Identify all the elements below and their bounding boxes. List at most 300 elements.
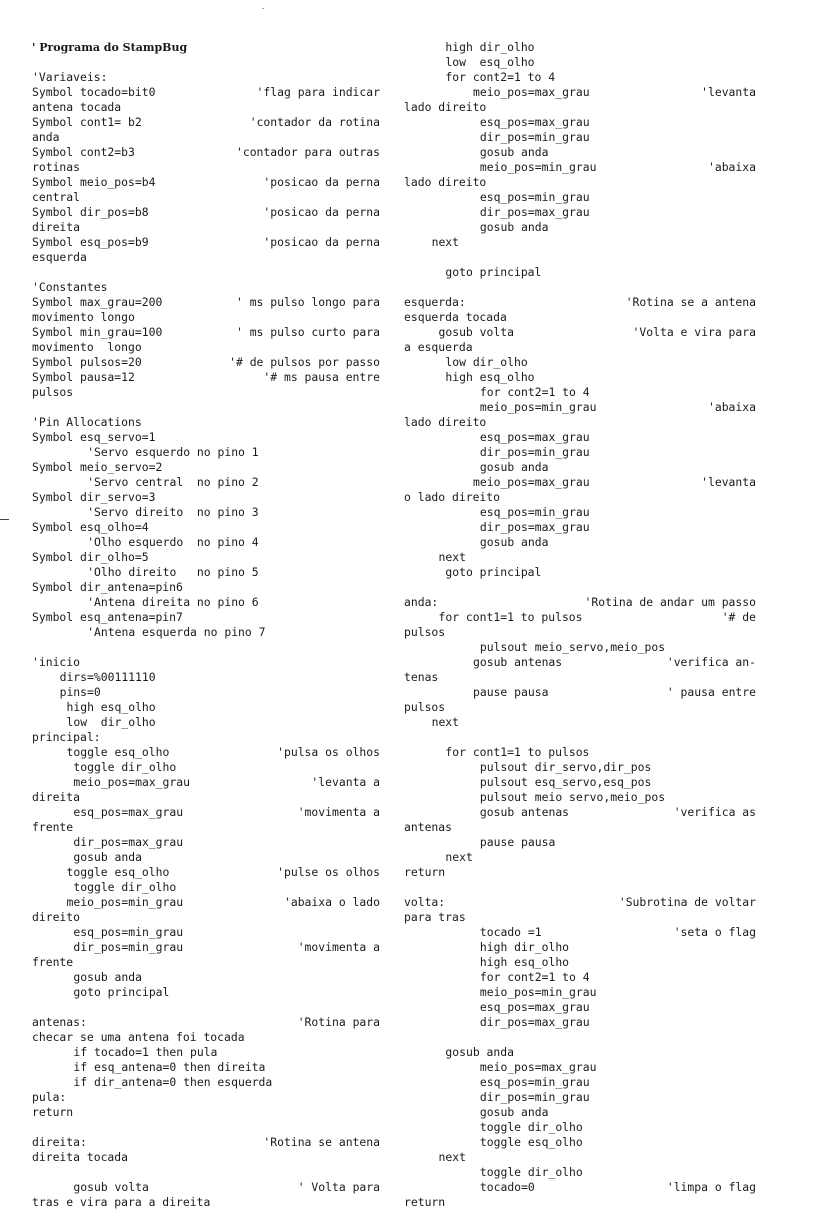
code-text: meio_pos=min_grau <box>479 985 597 999</box>
code-text: gosub antenas <box>479 805 570 819</box>
code-text: dir_pos=max_grau <box>73 835 184 849</box>
code-line <box>404 400 756 415</box>
code-text: anda <box>32 130 60 144</box>
code-text: gosub anda <box>445 1045 514 1059</box>
code-text: next <box>438 550 466 564</box>
code-line <box>32 910 380 925</box>
code-text: tras e vira para a direita <box>32 1195 211 1209</box>
code-comment: 'abaixa <box>707 400 756 414</box>
code-text: low dir_olho <box>66 715 156 729</box>
code-text: 'Pin Allocations <box>32 415 142 429</box>
code-text: tenas <box>404 670 439 684</box>
code-line <box>404 685 756 700</box>
code-comment: 'contador da rotina <box>249 115 380 129</box>
code-line <box>404 460 756 475</box>
code-text: Symbol max_grau=200 <box>32 295 163 309</box>
code-line <box>404 175 756 190</box>
code-line <box>404 370 756 385</box>
code-text: gosub anda <box>479 1105 549 1119</box>
code-text: pulsout dir_servo,dir_pos <box>479 760 652 774</box>
code-text: pause pausa <box>473 685 549 699</box>
code-line <box>32 880 380 895</box>
code-line <box>404 100 756 115</box>
code-line <box>32 985 380 1000</box>
code-line <box>32 835 380 850</box>
code-text: toggle esq_olho <box>66 745 170 759</box>
code-line <box>404 265 756 280</box>
code-line <box>404 1120 756 1135</box>
code-line <box>404 820 756 835</box>
code-text: gosub antenas <box>473 655 563 669</box>
code-text: dir_pos=min_grau <box>479 1090 590 1104</box>
code-text: dir_pos=max_grau <box>479 1015 590 1029</box>
code-text: lado direito <box>404 415 487 429</box>
code-line <box>32 940 380 955</box>
code-text: esq_pos=min_grau <box>479 190 590 204</box>
code-line <box>32 505 380 520</box>
code-line <box>32 895 380 910</box>
code-comment: 'Rotina para <box>297 1015 380 1029</box>
code-line <box>404 85 756 100</box>
code-line <box>404 1030 756 1045</box>
code-line <box>32 40 380 55</box>
code-text: 'Constantes <box>32 280 108 294</box>
code-line <box>404 985 756 1000</box>
code-line <box>404 925 756 940</box>
code-line <box>404 505 756 520</box>
code-line <box>404 1075 756 1090</box>
code-line <box>32 115 380 130</box>
code-comment: 'movimenta a <box>297 805 380 819</box>
code-line <box>32 1195 380 1210</box>
code-text: 'Olho esquerdo no pino 4 <box>87 535 259 549</box>
code-text: 'inicio <box>32 655 81 669</box>
code-line <box>404 850 756 865</box>
code-text: Symbol esq_pos=b9 <box>32 235 149 249</box>
code-text: pulsout esq_servo,esq_pos <box>479 775 652 789</box>
code-text: toggle dir_olho <box>73 880 177 894</box>
code-line <box>404 670 756 685</box>
code-text: tocado=0 <box>479 1180 535 1194</box>
code-comment: 'levanta a <box>311 775 380 789</box>
code-text: pulsos <box>404 625 446 639</box>
code-line <box>32 640 380 655</box>
code-text: central <box>32 190 81 204</box>
code-text: dir_pos=max_grau <box>479 520 590 534</box>
code-text: meio_pos=max_grau <box>473 475 590 489</box>
code-line <box>404 160 756 175</box>
code-line <box>404 205 756 220</box>
code-line <box>32 1045 380 1060</box>
code-line <box>32 760 380 775</box>
code-line <box>404 1090 756 1105</box>
code-line <box>404 520 756 535</box>
code-text: 'Olho direito no pino 5 <box>87 565 259 579</box>
code-text: pulsos <box>32 385 74 399</box>
code-text: frente <box>32 955 74 969</box>
code-text: esq_pos=max_grau <box>73 805 184 819</box>
code-text: for cont2=1 to 4 <box>479 970 590 984</box>
code-line <box>404 1060 756 1075</box>
code-text: lado direito <box>404 100 487 114</box>
code-text: toggle dir_olho <box>479 1165 583 1179</box>
code-line <box>32 355 380 370</box>
code-text: meio_pos=max_grau <box>473 85 590 99</box>
code-text: gosub anda <box>479 220 549 234</box>
code-text: return <box>404 1195 446 1209</box>
code-line <box>32 85 380 100</box>
code-text: pulsos <box>404 700 446 714</box>
code-text: next <box>445 850 473 864</box>
code-line <box>32 1000 380 1015</box>
code-comment: 'verifica an- <box>666 655 756 669</box>
code-line <box>32 250 380 265</box>
code-line <box>404 1180 756 1195</box>
code-text: a esquerda <box>404 340 473 354</box>
code-line <box>404 640 756 655</box>
code-line <box>32 790 380 805</box>
code-line <box>404 235 756 250</box>
code-text: lado direito <box>404 175 487 189</box>
code-line <box>404 730 756 745</box>
code-comment: 'posicao da perna <box>263 205 380 219</box>
code-text: gosub anda <box>73 850 142 864</box>
code-text: Symbol pausa=12 <box>32 370 135 384</box>
code-comment: 'abaixa o lado <box>283 895 380 909</box>
code-line <box>32 145 380 160</box>
code-text: dir_pos=min_grau <box>479 130 590 144</box>
code-line <box>32 1135 380 1150</box>
code-text: tocado =1 <box>479 925 542 939</box>
code-text: toggle dir_olho <box>479 1120 583 1134</box>
code-line <box>32 580 380 595</box>
code-line <box>404 760 756 775</box>
code-line <box>32 625 380 640</box>
code-line <box>404 355 756 370</box>
code-text: next <box>431 235 460 249</box>
code-text: Symbol dir_pos=b8 <box>32 205 149 219</box>
code-text: checar se uma antena foi tocada <box>32 1030 245 1044</box>
code-comment: 'Rotina se antena <box>263 1135 380 1149</box>
code-line <box>32 1030 380 1045</box>
code-text: 'Antena esquerda no pino 7 <box>87 625 266 639</box>
code-line <box>32 1165 380 1180</box>
code-text: goto principal <box>445 265 542 279</box>
code-line <box>32 160 380 175</box>
code-text: esq_pos=max_grau <box>479 430 590 444</box>
code-comment: ' ms pulso longo para <box>235 295 380 309</box>
code-text: pulsout meio_servo,meio_pos <box>479 640 666 654</box>
code-text: high dir_olho <box>445 40 535 54</box>
code-line <box>32 685 380 700</box>
code-line <box>32 520 380 535</box>
left-column <box>32 40 380 1210</box>
code-line <box>32 445 380 460</box>
code-text: if dir_antena=0 then esquerda <box>73 1075 273 1089</box>
code-comment: 'Rotina de andar um passo <box>584 595 756 609</box>
code-line <box>404 835 756 850</box>
code-line <box>32 550 380 565</box>
code-line <box>404 790 756 805</box>
code-text: direita: <box>32 1135 87 1149</box>
code-line <box>404 310 756 325</box>
code-text: o lado direito <box>404 490 501 504</box>
code-line <box>32 340 380 355</box>
code-text: volta: <box>404 895 446 909</box>
code-line <box>404 280 756 295</box>
code-comment: 'Volta e vira para <box>632 325 756 339</box>
code-line <box>404 325 756 340</box>
code-line <box>404 190 756 205</box>
code-line <box>404 340 756 355</box>
code-comment: ' ms pulso curto para <box>235 325 380 339</box>
code-line <box>32 430 380 445</box>
code-text: direita <box>32 790 81 804</box>
code-line <box>32 805 380 820</box>
code-line <box>32 100 380 115</box>
code-line <box>32 175 380 190</box>
code-line <box>32 730 380 745</box>
code-comment: 'posicao da perna <box>263 175 380 189</box>
code-text: high esq_olho <box>66 700 156 714</box>
code-text: pause pausa <box>479 835 556 849</box>
code-comment: 'Rotina se a antena <box>625 295 756 309</box>
code-text: pins=0 <box>59 685 101 699</box>
code-text: gosub anda <box>73 970 142 984</box>
code-text: gosub volta <box>438 325 514 339</box>
code-text: Symbol dir_servo=3 <box>32 490 156 504</box>
code-comment: '# de pulsos por passo <box>229 355 380 369</box>
code-line <box>32 850 380 865</box>
code-line <box>32 820 380 835</box>
code-comment: 'verifica as <box>673 805 756 819</box>
code-line <box>32 265 380 280</box>
code-text: meio_pos=min_grau <box>479 160 597 174</box>
code-text: Symbol cont2=b3 <box>32 145 135 159</box>
code-line <box>404 1015 756 1030</box>
code-line <box>32 130 380 145</box>
code-line <box>404 490 756 505</box>
code-line <box>404 1105 756 1120</box>
code-text: frente <box>32 820 74 834</box>
code-line <box>32 190 380 205</box>
code-line <box>404 385 756 400</box>
code-comment: 'abaixa <box>707 160 756 174</box>
code-line <box>32 865 380 880</box>
code-line <box>32 400 380 415</box>
code-text: return <box>404 865 446 879</box>
code-line <box>404 550 756 565</box>
code-line <box>32 55 380 70</box>
code-line <box>404 595 756 610</box>
code-text: dir_pos=max_grau <box>479 205 590 219</box>
code-line <box>32 565 380 580</box>
code-line <box>404 565 756 580</box>
code-text: low esq_olho <box>445 55 535 69</box>
code-line <box>404 250 756 265</box>
code-line <box>32 325 380 340</box>
code-text: Symbol min_grau=100 <box>32 325 163 339</box>
code-text: anda: <box>404 595 439 609</box>
code-line <box>404 55 756 70</box>
code-text: dir_pos=min_grau <box>479 445 590 459</box>
code-line <box>32 235 380 250</box>
code-text: movimento longo <box>32 340 142 354</box>
code-line <box>404 130 756 145</box>
code-text: meio_pos=max_grau <box>479 1060 597 1074</box>
code-line <box>32 595 380 610</box>
code-text: principal: <box>32 730 101 744</box>
code-text: gosub anda <box>479 535 549 549</box>
code-line <box>404 610 756 625</box>
code-line <box>404 445 756 460</box>
code-comment: 'levanta <box>701 475 756 489</box>
code-line <box>32 490 380 505</box>
code-text: pulsout meio servo,meio_pos <box>479 790 666 804</box>
code-text: gosub anda <box>479 145 549 159</box>
code-line <box>404 655 756 670</box>
code-line <box>404 220 756 235</box>
code-line <box>404 970 756 985</box>
code-comment: 'posicao da perna <box>263 235 380 249</box>
code-line <box>404 115 756 130</box>
code-text: high esq_olho <box>479 955 570 969</box>
code-text: 'Antena direita no pino 6 <box>87 595 259 609</box>
code-line <box>404 415 756 430</box>
code-line <box>404 1135 756 1150</box>
code-line <box>32 955 380 970</box>
code-text: high dir_olho <box>479 940 570 954</box>
code-text: next <box>431 715 460 729</box>
code-comment: 'pulsa os olhos <box>277 745 380 759</box>
code-text: gosub anda <box>479 460 549 474</box>
code-comment: 'flag para indicar <box>256 85 380 99</box>
code-line <box>32 1150 380 1165</box>
code-line <box>32 1105 380 1120</box>
code-line <box>404 865 756 880</box>
code-line <box>404 625 756 640</box>
code-comment: '# ms pausa entre <box>263 370 380 384</box>
code-line <box>404 955 756 970</box>
code-text: toggle esq_olho <box>479 1135 583 1149</box>
code-text: meio_pos=min_grau <box>66 895 184 909</box>
margin-mark <box>0 519 9 520</box>
code-text: Symbol tocado=bit0 <box>32 85 156 99</box>
code-line <box>404 940 756 955</box>
code-text: esq_pos=max_grau <box>479 1000 590 1014</box>
code-line <box>32 1075 380 1090</box>
code-comment: 'limpa o flag <box>666 1180 756 1194</box>
code-text: movimento longo <box>32 310 135 324</box>
code-line <box>404 775 756 790</box>
code-text: for cont2=1 to 4 <box>445 70 556 84</box>
code-line <box>404 40 756 55</box>
code-comment: '# de <box>721 610 756 624</box>
code-text: rotinas <box>32 160 81 174</box>
code-line <box>32 295 380 310</box>
code-text: if esq_antena=0 then direita <box>73 1060 266 1074</box>
code-line <box>404 430 756 445</box>
code-text: 'Servo direito no pino 3 <box>87 505 259 519</box>
code-line <box>32 280 380 295</box>
code-line <box>32 925 380 940</box>
code-text: toggle esq_olho <box>66 865 170 879</box>
code-comment: 'seta o flag <box>673 925 756 939</box>
code-line <box>404 1165 756 1180</box>
code-line <box>32 970 380 985</box>
code-text: para tras <box>404 910 466 924</box>
code-text: goto principal <box>73 985 170 999</box>
right-column <box>404 40 756 1210</box>
code-line <box>32 655 380 670</box>
code-text: esq_pos=min_grau <box>73 925 184 939</box>
code-text: low dir_olho <box>445 355 528 369</box>
code-line <box>32 1015 380 1030</box>
code-line <box>404 145 756 160</box>
code-text: gosub volta <box>73 1180 149 1194</box>
code-line <box>404 70 756 85</box>
code-line <box>404 700 756 715</box>
code-comment: ' pausa entre <box>666 685 756 699</box>
code-text: Symbol meio_pos=b4 <box>32 175 156 189</box>
code-line <box>404 1045 756 1060</box>
code-line <box>32 700 380 715</box>
code-text: direita tocada <box>32 1150 129 1164</box>
code-comment: 'movimenta a <box>297 940 380 954</box>
code-line <box>404 1195 756 1210</box>
code-text: meio_pos=max_grau <box>73 775 190 789</box>
code-line <box>32 205 380 220</box>
code-text: Symbol dir_olho=5 <box>32 550 149 564</box>
code-text: Symbol dir_antena=pin6 <box>32 580 183 594</box>
scan-speck <box>262 8 264 9</box>
code-text: for cont1=1 to pulsos <box>445 745 590 759</box>
code-line <box>32 670 380 685</box>
code-line <box>404 805 756 820</box>
code-line <box>404 745 756 760</box>
code-line <box>32 415 380 430</box>
code-line <box>32 385 380 400</box>
code-text: return <box>32 1105 74 1119</box>
code-line <box>32 1060 380 1075</box>
code-line <box>404 1150 756 1165</box>
code-text: dirs=%00111110 <box>59 670 156 684</box>
code-text: for cont2=1 to 4 <box>479 385 590 399</box>
code-comment: 'pulse os olhos <box>277 865 380 879</box>
code-text: Symbol meio_servo=2 <box>32 460 163 474</box>
code-line <box>404 1000 756 1015</box>
code-text: meio_pos=min_grau <box>479 400 597 414</box>
code-text: esquerda tocada <box>404 310 507 324</box>
code-line <box>404 895 756 910</box>
code-line <box>32 1180 380 1195</box>
code-line <box>404 715 756 730</box>
code-line <box>404 910 756 925</box>
code-text: direito <box>32 910 81 924</box>
code-line <box>32 220 380 235</box>
code-text: Symbol esq_antena=pin7 <box>32 610 183 624</box>
code-text: for cont1=1 to pulsos <box>438 610 583 624</box>
code-line <box>32 1120 380 1135</box>
code-line <box>32 1090 380 1105</box>
code-text: pula: <box>32 1090 67 1104</box>
code-text: next <box>438 1150 466 1164</box>
code-line <box>32 745 380 760</box>
code-text: ' Programa do StampBug <box>32 41 188 54</box>
code-line <box>404 535 756 550</box>
code-text: Symbol esq_servo=1 <box>32 430 156 444</box>
code-line <box>404 880 756 895</box>
